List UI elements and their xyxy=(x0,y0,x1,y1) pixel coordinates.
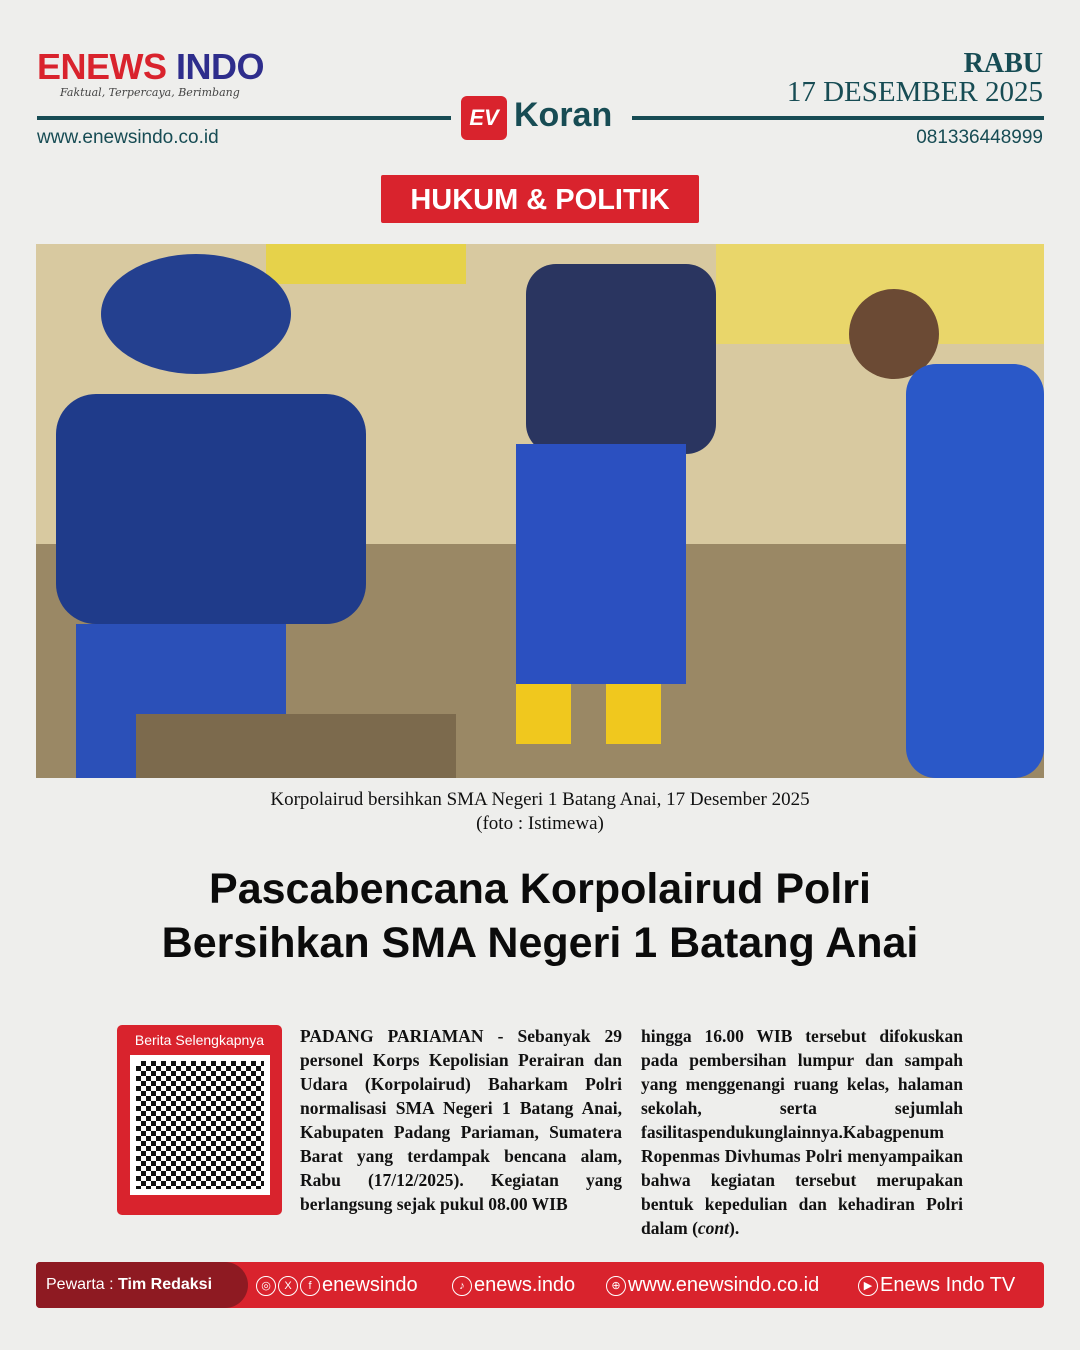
instagram-icon: ◎ xyxy=(256,1276,276,1296)
qr-label: Berita Selengkapnya xyxy=(134,1032,265,1048)
facebook-icon: f xyxy=(300,1276,320,1296)
tagline: Faktual, Terpercaya, Berimbang xyxy=(60,86,240,99)
qr-code-icon[interactable] xyxy=(130,1055,270,1195)
tiktok-icon: ♪ xyxy=(452,1276,472,1296)
social-youtube[interactable] xyxy=(858,1262,1015,1308)
divider-right xyxy=(632,116,1044,120)
social-web[interactable] xyxy=(606,1262,819,1308)
qr-card[interactable] xyxy=(117,1025,282,1215)
social-main[interactable] xyxy=(256,1262,418,1308)
social-handle: enewsindo xyxy=(322,1274,418,1296)
article-column-2: hingga 16.00 WIB tersebut difokuskan pada pembersihan lumpur dan sampah yang menggenangi ruang kelas, halaman sekolah, serta sejumlah fasilitaspendukunglainnya.Kabagpenum Ropenmas Divhumas Polri menyampaikan bahwa kegiatan tersebut merupakan bentuk kepedulian dan kehadiran Polri dalam (cont). xyxy=(641,1026,963,1238)
category-badge: HUKUM & POLITIK xyxy=(381,175,699,223)
website-link[interactable]: www.enewsindo.co.id xyxy=(37,127,219,148)
logo-blue: INDO xyxy=(176,46,265,87)
reporter-credit xyxy=(36,1262,248,1308)
logo-red: ENEWS xyxy=(37,46,167,87)
youtube-icon: ▶ xyxy=(858,1276,878,1296)
logo xyxy=(37,46,264,88)
date: 17 DESEMBER 2025 xyxy=(786,76,1043,108)
day: RABU xyxy=(963,48,1043,79)
article-column-1: PADANG PARIAMAN - Sebanyak 29 personel Korps Kepolisian Perairan dan Udara (Korpolairud) Baharkam Polri normalisasi SMA Negeri 1 Batang Anai, Kabupaten Padang Pariaman, Sumatera Barat yang terdampak bencana alam, Rabu (17/12/2025). Kegiatan yang berlangsung sejak pukul 08.00 WIB xyxy=(300,1026,622,1214)
footer-bar xyxy=(36,1262,1044,1308)
article-text: hingga 16.00 WIB tersebut difokuskan pada pembersihan lumpur dan sampah yang menggenangi ruang kelas, halaman sekolah, serta sejumlah fasilitaspendukunglainnya.Kabagpenum Ropenmas Divhumas Polri menyampaikan bahwa kegiatan tersebut merupakan bentuk kepedulian dan kehadiran Polri dalam xyxy=(641,1026,963,1238)
ev-logo-icon: EV xyxy=(461,96,507,140)
divider-left xyxy=(37,116,451,120)
headline-line-2: Bersihkan SMA Negeri 1 Batang Anai xyxy=(161,919,919,967)
globe-icon: ⊕ xyxy=(606,1276,626,1296)
news-photo xyxy=(36,244,1044,778)
continued-marker: cont xyxy=(697,1218,730,1238)
reporter-name: Tim Redaksi xyxy=(118,1276,213,1293)
web-url: www.enewsindo.co.id xyxy=(628,1274,820,1296)
tiktok-handle: enews.indo xyxy=(474,1274,576,1296)
photo-illustration xyxy=(36,244,1044,778)
youtube-channel: Enews Indo TV xyxy=(880,1274,1016,1296)
phone-number: 081336448999 xyxy=(916,127,1043,148)
reporter-label: Pewarta : xyxy=(46,1276,114,1293)
headline-line-1: Pascabencana Korpolairud Polri xyxy=(209,865,871,913)
photo-caption xyxy=(0,788,1080,836)
section-title: Koran xyxy=(514,96,613,134)
headline xyxy=(0,862,1080,970)
x-icon: X xyxy=(278,1276,298,1296)
photo-credit: (foto : Istimewa) xyxy=(476,813,604,834)
social-tiktok[interactable] xyxy=(452,1262,575,1308)
caption-text: Korpolairud bersihkan SMA Negeri 1 Batang Anai, 17 Desember 2025 xyxy=(270,789,810,810)
